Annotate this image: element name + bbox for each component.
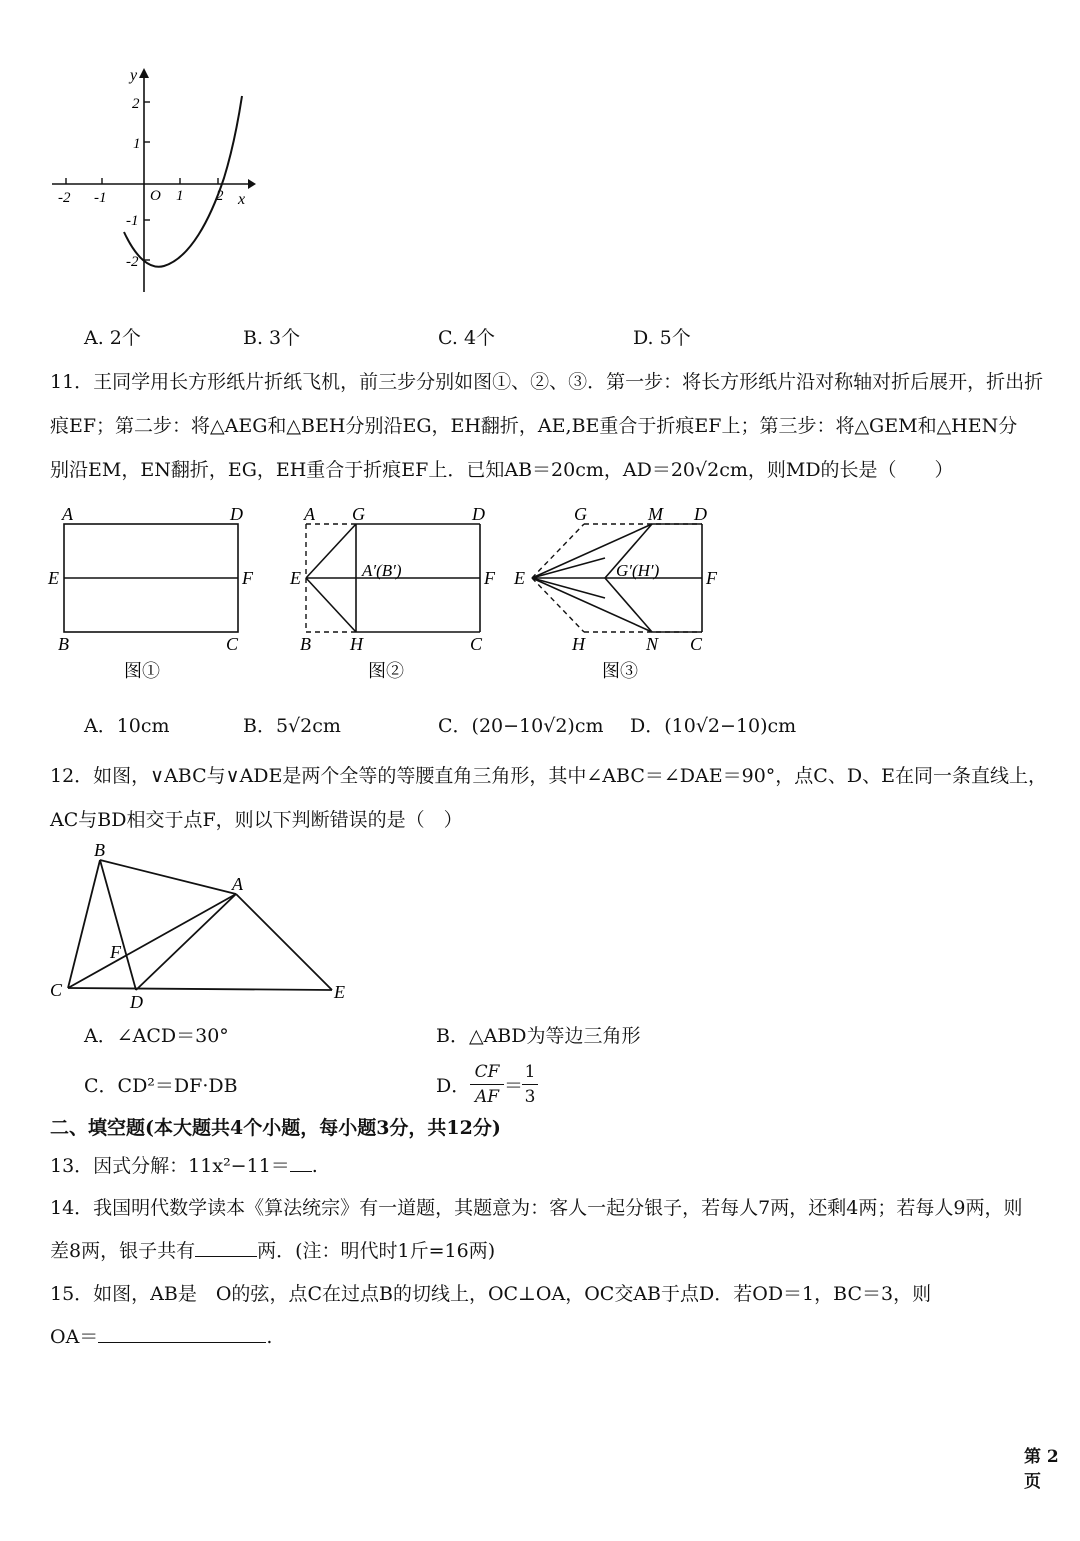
svg-text:C: C [226, 634, 239, 654]
svg-text:A: A [304, 504, 315, 524]
x-tick-2: 2 [216, 188, 224, 204]
svg-text:D: D [130, 992, 143, 1012]
svg-text:D: D [694, 504, 707, 524]
q11-option-b: B．5√2cm [243, 715, 341, 737]
svg-text:F: F [484, 568, 495, 588]
svg-text:B: B [94, 840, 105, 860]
q12-option-a: A．∠ACD＝30° [84, 1025, 229, 1047]
svg-text:E: E [334, 982, 345, 1002]
x-tick-1: 1 [176, 188, 184, 204]
svg-text:B: B [300, 634, 311, 654]
x-tick-neg1: -1 [94, 190, 107, 206]
q10-option-b: B. 3个 [243, 327, 301, 349]
q11-line-3: 别沿EM，EN翻折，EG，EH重合于折痕EF上．已知AB＝20cm，AD＝20√2cm，则MD的长是（ ） [50, 459, 954, 481]
svg-text:A′(B′): A′(B′) [362, 561, 402, 580]
q12-line-2: AC与BD相交于点F，则以下判断错误的是（ ） [50, 809, 463, 831]
svg-text:G′(H′): G′(H′) [616, 561, 660, 580]
y-axis-label: y [130, 67, 138, 84]
y-tick-2: 2 [132, 96, 140, 112]
q14-line-2: 差8两，银子共有 两．(注：明代时1斤=16两) [50, 1240, 496, 1262]
svg-text:G: G [574, 504, 587, 524]
figure-3 [513, 504, 718, 681]
svg-text:C: C [50, 980, 63, 1000]
y-tick-neg2: -2 [126, 254, 139, 270]
svg-text:F: F [110, 942, 121, 962]
figure-1-caption: 图① [124, 661, 160, 681]
svg-text:F: F [242, 568, 253, 588]
q12-triangle-figure [40, 840, 360, 1015]
fraction-cf-af: CF AF [470, 1060, 504, 1109]
q11-figures [40, 502, 730, 692]
q12-line-1: 12．如图，∨ABC与∨ADE是两个全等的等腰直角三角形，其中∠ABC＝∠DAE＝90°，点C、D、E在同一条直线上， [50, 765, 1047, 787]
svg-text:D: D [230, 504, 243, 524]
y-tick-1: 1 [133, 136, 141, 152]
q10-function-graph [40, 60, 270, 305]
x-axis-arrow-icon [248, 179, 256, 189]
fraction-one-third: 1 3 [522, 1060, 538, 1109]
svg-text:A: A [232, 874, 243, 894]
origin-label: O [150, 188, 161, 204]
q12-option-d: D． CF AF ＝ 1 3 [436, 1060, 556, 1112]
q10-option-a: A. 2个 [84, 327, 141, 349]
svg-text:H: H [350, 634, 363, 654]
q15-answer-blank[interactable] [98, 1324, 266, 1343]
svg-text:C: C [690, 634, 703, 654]
svg-text:M: M [648, 504, 663, 524]
x-tick-neg2: -2 [58, 190, 71, 206]
svg-text:E: E [514, 568, 525, 588]
q11-line-2: 痕EF；第二步：将△AEG和△BEH分别沿EG，EH翻折，AE,BE重合于折痕EF上；第三步：将△GEM和△HEN分 [50, 415, 1018, 437]
q14-answer-blank[interactable] [195, 1238, 257, 1257]
svg-text:N: N [646, 634, 659, 654]
figure-3-caption: 图③ [602, 661, 638, 681]
y-axis-arrow-icon [139, 68, 149, 78]
page-number: 第 2 页 [1024, 1447, 1059, 1492]
q10-option-c: C. 4个 [438, 327, 496, 349]
q11-option-c: C．(20−10√2)cm [438, 715, 604, 737]
y-tick-neg1: -1 [126, 213, 139, 229]
svg-text:E: E [48, 568, 59, 588]
q13-answer-blank[interactable] [290, 1153, 312, 1172]
q15-line-1: 15．如图，AB是 O的弦，点C在过点B的切线上，OC⊥OA，OC交AB于点D．若OD＝1，BC＝3，则 [50, 1283, 932, 1305]
q14-line-1: 14．我国明代数学读本《算法统宗》有一道题，其题意为：客人一起分银子，若每人7两，还剩4两；若每人9两，则 [50, 1197, 1023, 1219]
q10-option-d: D. 5个 [633, 327, 691, 349]
figure-2-caption: 图② [368, 661, 404, 681]
q11-line-1: 11．王同学用长方形纸片折纸飞机，前三步分别如图①、②、③．第一步：将长方形纸片沿对称轴对折后展开，折出折 [50, 371, 1044, 393]
svg-text:B: B [58, 634, 69, 654]
svg-text:F: F [706, 568, 717, 588]
function-curve [124, 96, 242, 267]
svg-text:H: H [572, 634, 585, 654]
q12-option-b: B．△ABD为等边三角形 [436, 1025, 641, 1047]
q12-option-c: C．CD²＝DF·DB [84, 1075, 238, 1097]
q15-line-2: OA＝ . [50, 1326, 273, 1348]
x-axis-label: x [238, 191, 246, 208]
section-2-heading: 二、填空题(本大题共4个小题，每小题3分，共12分) [50, 1117, 501, 1139]
figure-2 [289, 504, 496, 681]
q11-option-d: D．(10√2−10)cm [630, 715, 797, 737]
svg-text:A: A [62, 504, 73, 524]
svg-text:D: D [472, 504, 485, 524]
svg-text:G: G [352, 504, 365, 524]
svg-text:E: E [290, 568, 301, 588]
svg-text:C: C [470, 634, 483, 654]
q13: 13．因式分解：11x²−11＝ . [50, 1155, 318, 1177]
figure-1 [47, 504, 254, 681]
q11-option-a: A．10cm [84, 715, 170, 737]
